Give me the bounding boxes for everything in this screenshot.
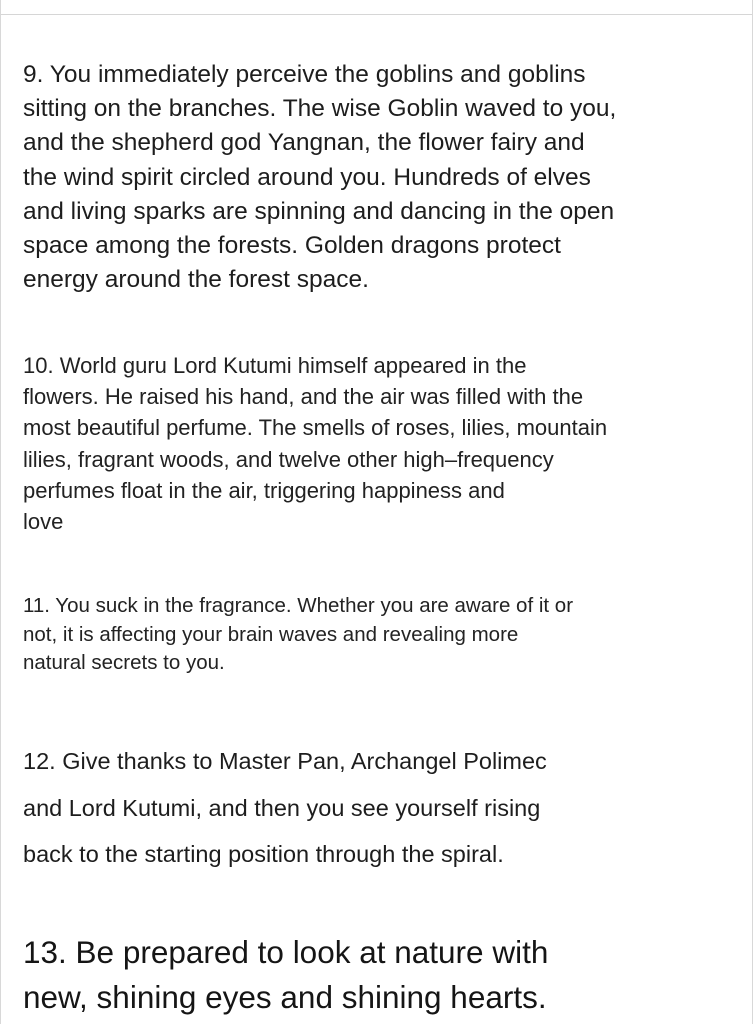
page-top-edge (1, 0, 752, 15)
paragraph-9: 9. You immediately perceive the goblins and goblins sitting on the branches. The wise Goblin waved to you, and the shepherd god Yangnan, the flower fairy and the wind spirit circled around you. Hundreds of elves and living sparks are spinning and dancing in the open space among the forests. Golden dragons protect energy around the forest space. (23, 61, 617, 294)
paragraph-11: 11. You suck in the fragrance. Whether you are aware of it or not, it is affecting your brain waves and revealing more natural secrets to you. (23, 594, 574, 674)
paragraph-13: 13. Be prepared to look at nature with new, shining eyes and shining hearts. (23, 934, 549, 1015)
paragraph-12: 12. Give thanks to Master Pan, Archangel Polimec and Lord Kutumi, and then you see yourself rising back to the starting position through the spiral. (23, 748, 547, 867)
paragraph-10: 10. World guru Lord Kutumi himself appeared in the flowers. He raised his hand, and the air was filled with the most beautiful perfume. The smells of roses, lilies, mountain lilies, fragrant woods, and twelve other high–frequency perfumes float in the air, triggering happiness and love (23, 353, 608, 535)
